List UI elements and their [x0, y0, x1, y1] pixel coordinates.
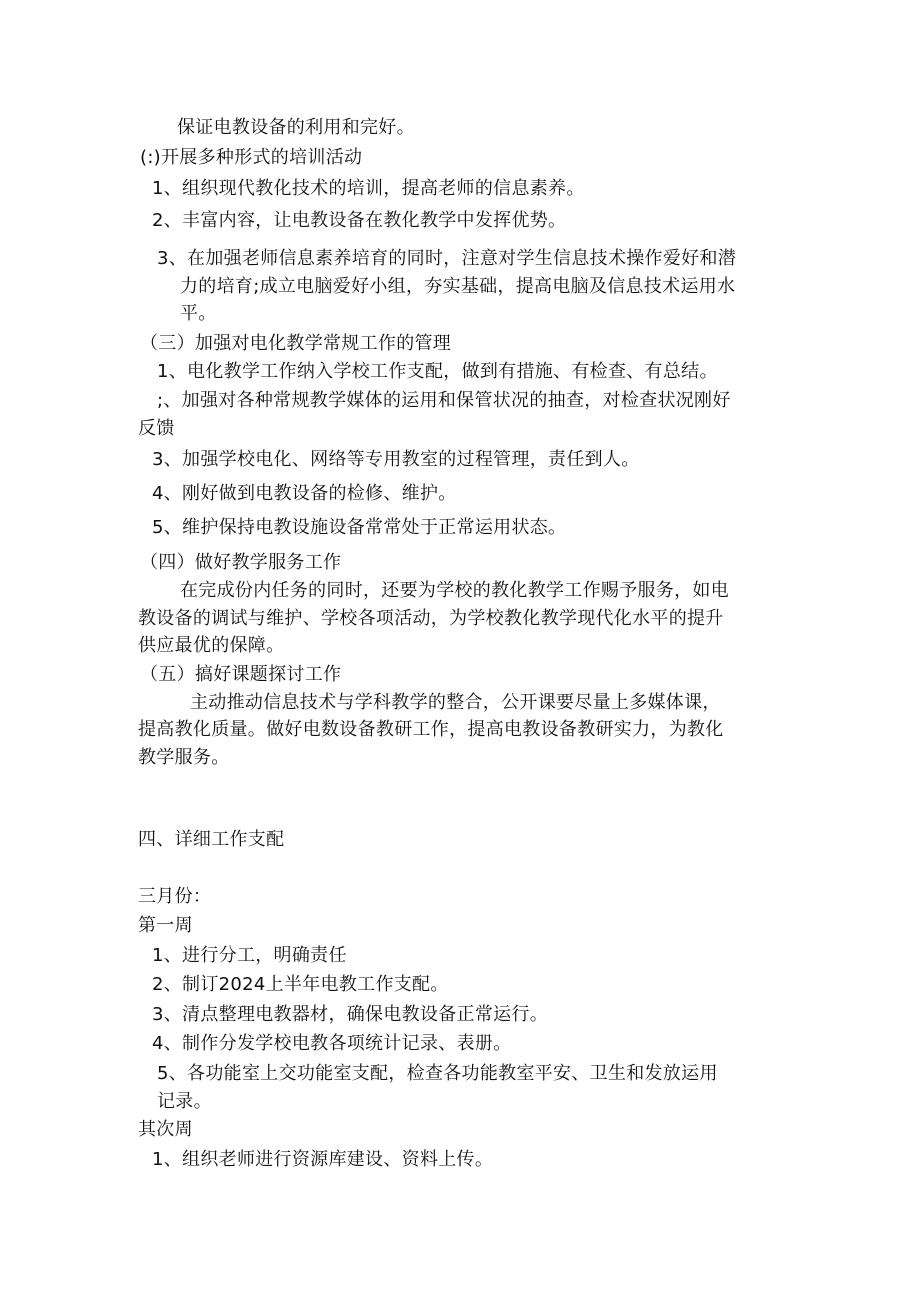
week-1-item-3: 3、清点整理电教器材，确保电教设备正常运行。 [152, 1004, 549, 1025]
section-3-heading: （三）加强对电化教学常规工作的管理 [140, 333, 452, 354]
section-2-item-3-line-3: 平。 [180, 303, 217, 324]
week-1-label: 第一周 [138, 915, 193, 936]
section-5-heading: （五）搞好课题探讨工作 [140, 664, 342, 685]
section-4-para-line-3: 供应最优的保障。 [138, 635, 285, 656]
intro-line: 保证电教设备的利用和完好。 [177, 117, 415, 138]
section-5-para-line-3: 教学服务。 [138, 747, 230, 768]
week-1-item-5-line-2: 记录。 [157, 1091, 212, 1112]
section-4-heading: （四）做好教学服务工作 [140, 552, 342, 573]
section-3-item-2-line-1: ;、加强对各种常规教学媒体的运用和保管状况的抽查，对检查状况刚好 [157, 390, 731, 411]
section-3-item-2-line-2: 反馈 [138, 418, 175, 439]
section-3-item-5: 5、维护保持电教设施设备常常处于正常运用状态。 [152, 517, 567, 538]
section-3-item-4: 4、刚好做到电教设备的检修、维护。 [152, 483, 457, 504]
week-1-item-5-line-1: 5、各功能室上交功能室支配，检查各功能教室平安、卫生和发放运用 [157, 1063, 718, 1084]
month-label: 三月份： [138, 886, 212, 907]
week-1-item-1: 1、进行分工，明确责任 [152, 945, 347, 966]
section-3-item-1: 1、电化教学工作纳入学校工作支配，做到有措施、有检查、有总结。 [157, 361, 718, 382]
section-2-item-3-line-2: 力的培育;成立电脑爱好小组，夯实基础，提高电脑及信息技术运用水 [180, 276, 736, 297]
section-2-item-3-line-1: 3、在加强老师信息素养培育的同时，注意对学生信息技术操作爱好和潜 [157, 248, 737, 269]
section-2-item-2: 2、丰富内容，让电教设备在教化教学中发挥优势。 [152, 210, 567, 231]
section-2-item-1: 1、组织现代教化技术的培训，提高老师的信息素养。 [152, 178, 585, 199]
section-4-para-line-2: 教设备的调试与维护、学校各项活动，为学校教化教学现代化水平的提升 [138, 608, 724, 629]
section-5-para-line-1: 主动推动信息技术与学科教学的整合，公开课要尽量上多媒体课， [190, 692, 721, 713]
section-4-para-line-1: 在完成份内任务的同时，还要为学校的教化教学工作赐予服务，如电 [180, 580, 729, 601]
week-1-item-2: 2、制订2024上半年电教工作支配。 [152, 974, 449, 995]
section-5-para-line-2: 提高教化质量。做好电数设备教研工作，提高电教设备教研实力，为教化 [138, 719, 724, 740]
week-2-item-1: 1、组织老师进行资源库建设、资料上传。 [152, 1149, 494, 1170]
section-2-heading: (:)开展多种形式的培训活动 [140, 147, 363, 168]
section-3-item-3: 3、加强学校电化、网络等专用教室的过程管理，责任到人。 [152, 449, 640, 470]
week-1-item-4: 4、制作分发学校电教各项统计记录、表册。 [152, 1033, 512, 1054]
week-2-label: 其次周 [138, 1119, 193, 1140]
part-4-heading: 四、详细工作支配 [138, 829, 285, 850]
